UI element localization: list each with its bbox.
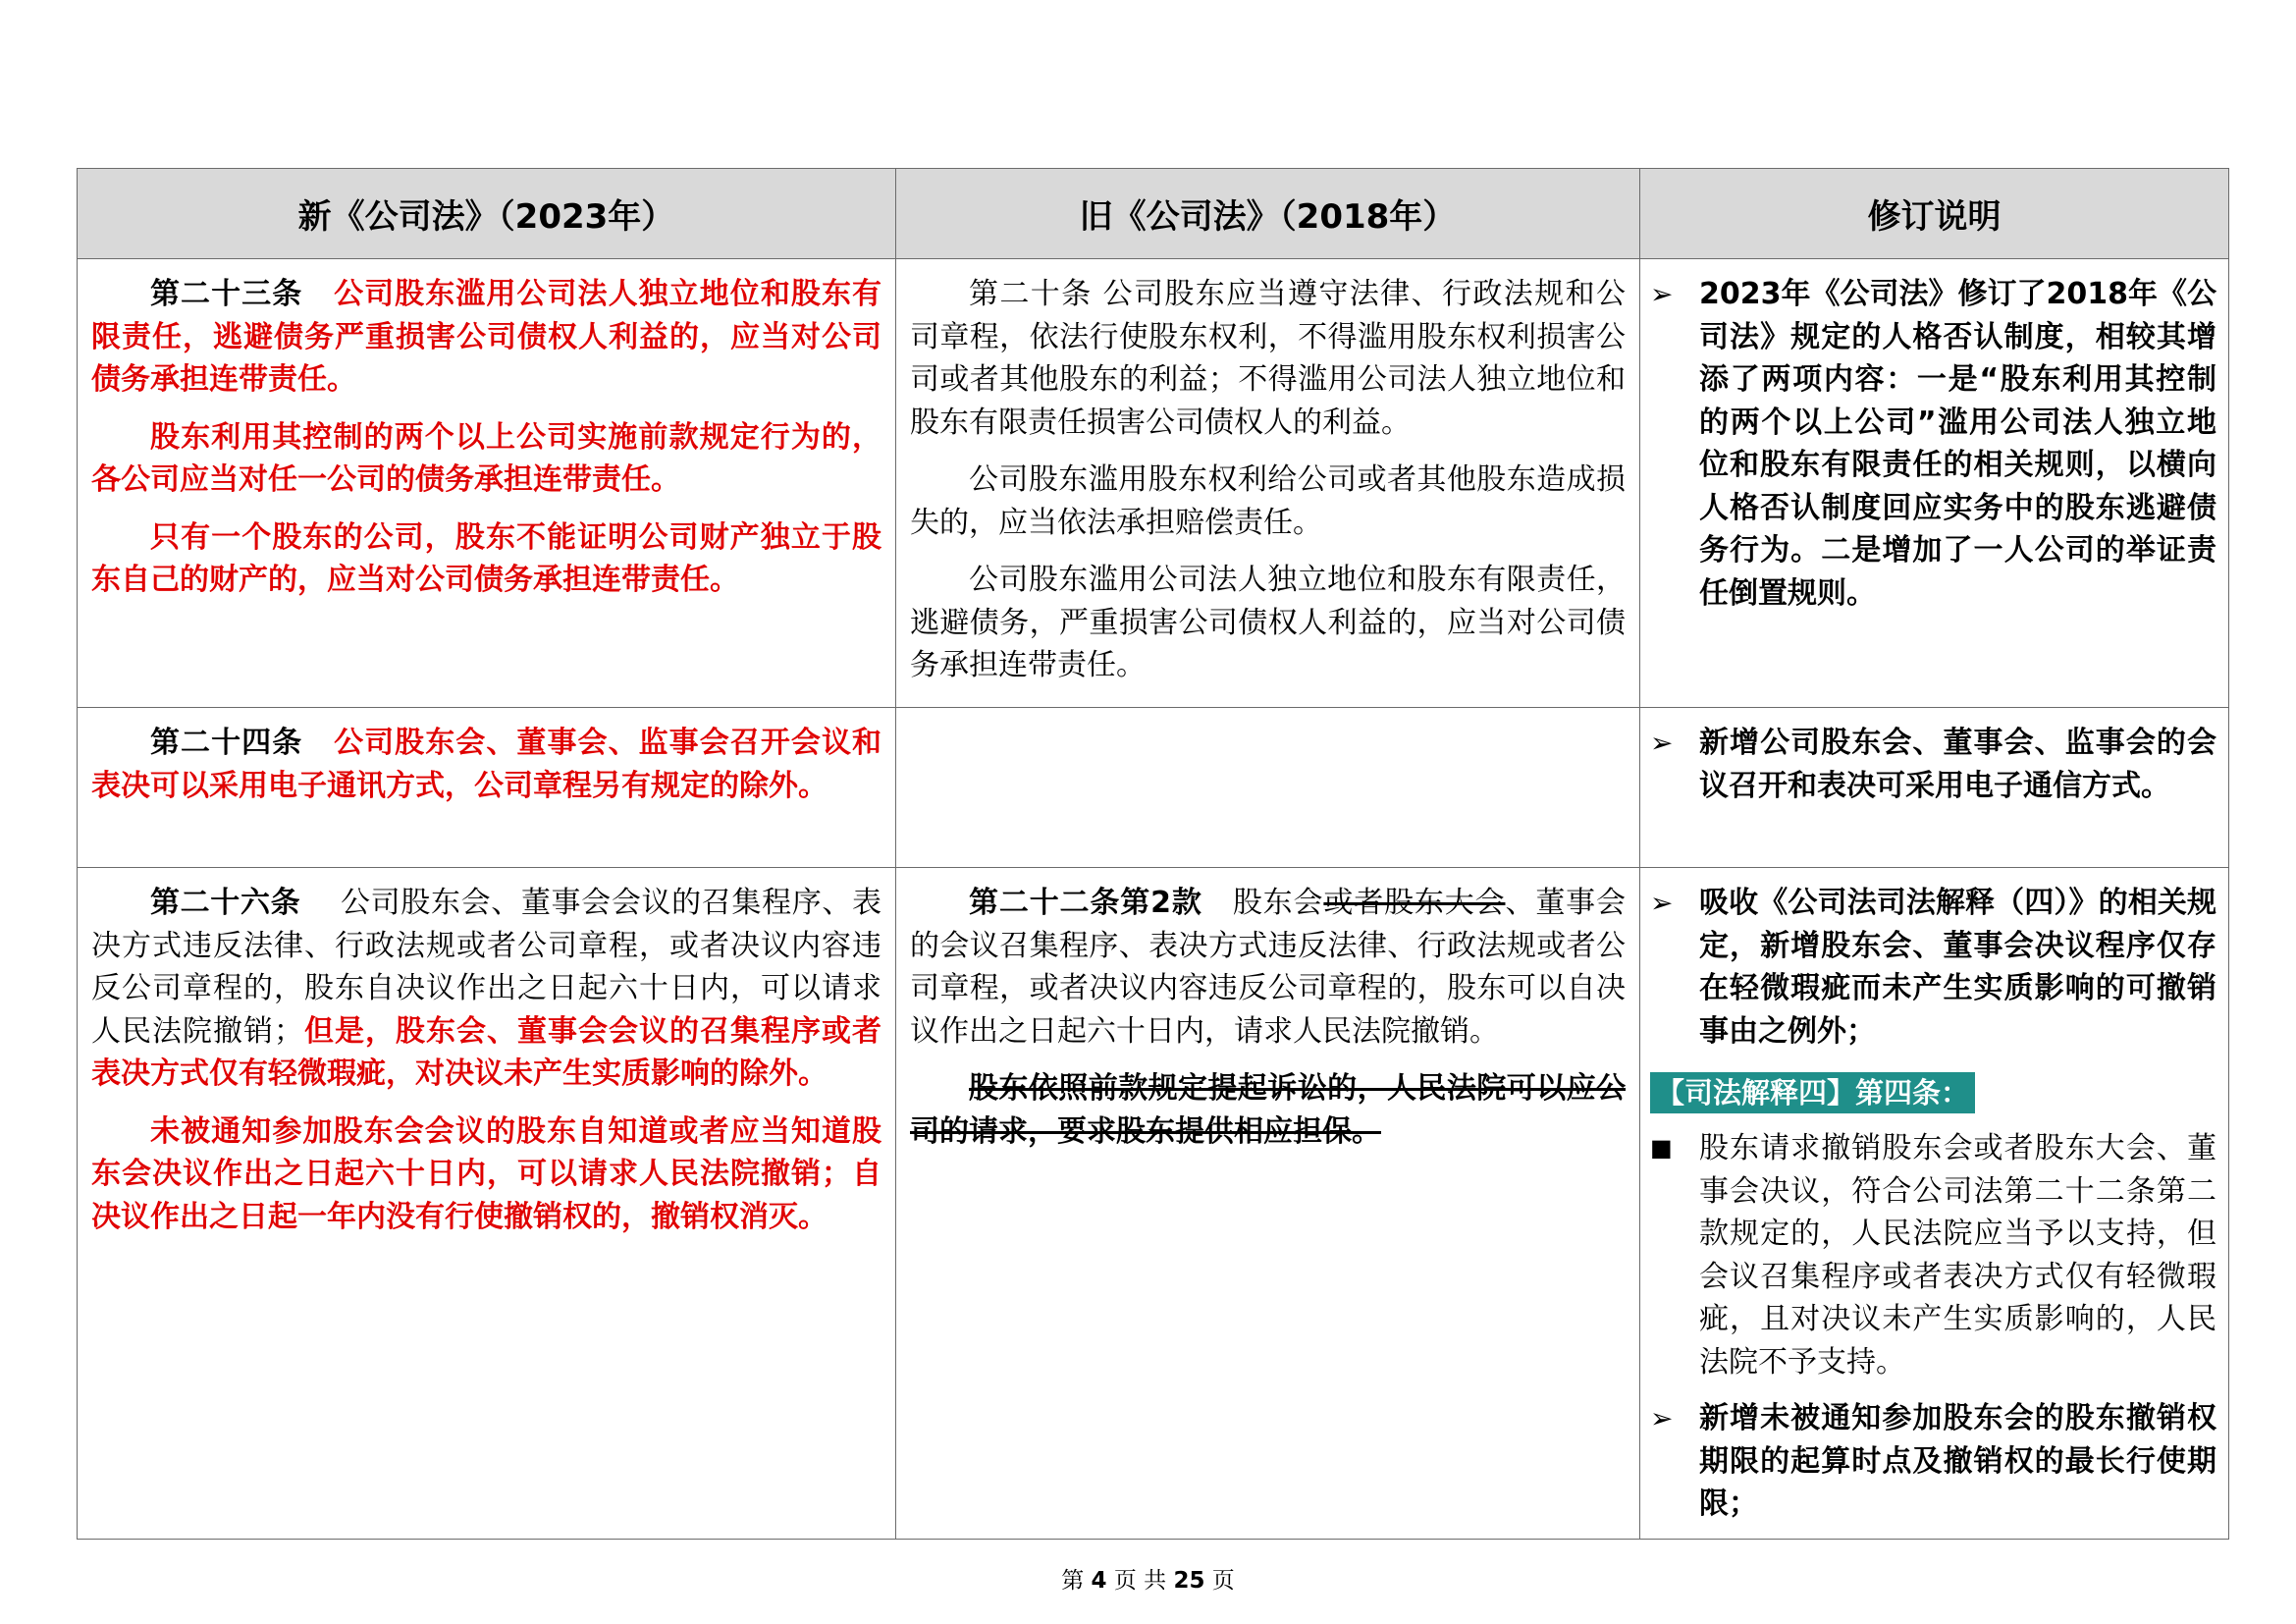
table-row bbox=[78, 868, 2229, 1540]
arrow-bullet-icon: ➢ bbox=[1650, 278, 1674, 310]
header-old-law: 旧《公司法》（2018年） bbox=[896, 169, 1640, 259]
new-law-paragraph: 第二十三条 公司股东滥用公司法人独立地位和股东有限责任，逃避债务严重损害公司债权人利益的，应当对公司债务承担连带责任。 bbox=[91, 277, 882, 397]
revision-cell bbox=[1640, 868, 2229, 1540]
revision-cell bbox=[1640, 708, 2229, 868]
header-revision-notes: 修订说明 bbox=[1640, 169, 2229, 259]
old-law-paragraph: 公司股东滥用公司法人独立地位和股东有限责任，逃避债务，严重损害公司债权人利益的，应当对公司债务承担连带责任。 bbox=[910, 563, 1626, 682]
new-law-cell bbox=[78, 259, 896, 708]
old-law-cell bbox=[896, 868, 1640, 1540]
revision-cell bbox=[1640, 259, 2229, 708]
old-law-paragraph: 公司股东滥用股东权利给公司或者其他股东造成损失的，应当依法承担赔偿责任。 bbox=[910, 462, 1626, 540]
list-item: ➢ 吸收《公司法司法解释（四）》的相关规定，新增股东会、董事会决议程序仅存在轻微瑕疵而未产生实质影响的可撤销事由之例外； bbox=[1650, 882, 2216, 1053]
header-new-law: 新《公司法》（2023年） bbox=[78, 169, 896, 259]
list-item: ■ 股东请求撤销股东会或者股东大会、董事会决议，符合公司法第二十二条第二款规定的，人民法院应当予以支持，但会议召集程序或者表决方式仅有轻微瑕疵，且对决议未产生实质影响的，人民法院不予支持。 bbox=[1650, 1127, 2216, 1383]
square-bullet-icon: ■ bbox=[1650, 1134, 1673, 1162]
new-law-paragraph: 股东利用其控制的两个以上公司实施前款规定行为的，各公司应当对任一公司的债务承担连带责任。 bbox=[91, 419, 881, 497]
judicial-interpretation-label: 【司法解释四】第四条： bbox=[1650, 1066, 2216, 1127]
article-number: 第二十六条 bbox=[150, 886, 301, 920]
article-number: 第二十三条 bbox=[150, 277, 303, 311]
new-law-cell bbox=[78, 708, 896, 868]
article-number: 第二十四条 bbox=[150, 726, 303, 760]
deleted-paragraph: 股东依照前款规定提起诉讼的，人民法院可以应公司的请求，要求股东提供相应担保。 bbox=[910, 1071, 1626, 1149]
old-law-paragraph: 第二十条 公司股东应当遵守法律、行政法规和公司章程，依法行使股东权利，不得滥用股东权利损害公司或者其他股东的利益；不得滥用公司法人独立地位和股东有限责任损害公司债权人的利益。 bbox=[910, 277, 1626, 440]
new-law-paragraph: 第二十六条 公司股东会、董事会会议的召集程序、表决方式违反法律、行政法规或者公司章程，或者决议内容违反公司章程的，股东自决议作出之日起六十日内，可以请求人民法院撤销；但是，股东会、董事会会议的召集程序或者表决方式仅有轻微瑕疵，对决议未产生实质影响的除外。 bbox=[91, 886, 882, 1091]
old-law-cell bbox=[896, 259, 1640, 708]
total-page-count: 25 bbox=[1173, 1568, 1205, 1594]
list-item: ➢ 2023年《公司法》修订了2018年《公司法》规定的人格否认制度，相较其增添了两项内容：一是“股东利用其控制的两个以上公司”滥用公司法人独立地位和股东有限责任的相关规则，以横向人格否认制度回应实务中的股东逃避债务行为。二是增加了一人公司的举证责任倒置规则。 bbox=[1650, 273, 2216, 615]
article-number: 第二十二条第2款 bbox=[969, 886, 1202, 920]
deleted-text: 或者股东大会 bbox=[1323, 886, 1506, 920]
page-footer: 第 4 页 共 25 页 bbox=[1061, 1568, 1235, 1594]
old-law-paragraph: 第二十二条第2款 股东会或者股东大会、董事会的会议召集程序、表决方式违反法律、行政法规或者公司章程，或者决议内容违反公司章程的，股东可以自决议作出之日起六十日内，请求人民法院撤销。 bbox=[910, 886, 1627, 1049]
list-item: ➢ 新增未被通知参加股东会的股东撤销权期限的起算时点及撤销权的最长行使期限； bbox=[1650, 1397, 2216, 1526]
new-law-cell bbox=[78, 868, 896, 1540]
arrow-bullet-icon: ➢ bbox=[1650, 1402, 1674, 1435]
new-law-paragraph: 只有一个股东的公司，股东不能证明公司财产独立于股东自己的财产的，应当对公司债务承担连带责任。 bbox=[91, 519, 881, 597]
arrow-bullet-icon: ➢ bbox=[1650, 887, 1674, 919]
table-row bbox=[78, 708, 2229, 868]
law-comparison-table bbox=[77, 168, 2229, 1540]
current-page-number: 4 bbox=[1091, 1568, 1107, 1594]
table-header-row bbox=[78, 169, 2229, 259]
list-item: ➢ 新增公司股东会、董事会、监事会的会议召开和表决可采用电子通信方式。 bbox=[1650, 722, 2216, 807]
table-row bbox=[78, 259, 2229, 708]
old-law-cell bbox=[896, 708, 1640, 868]
new-law-paragraph: 第二十四条 公司股东会、董事会、监事会召开会议和表决可以采用电子通讯方式，公司章程另有规定的除外。 bbox=[91, 726, 882, 803]
comparison-table-container bbox=[77, 168, 2228, 1540]
new-law-paragraph: 未被通知参加股东会会议的股东自知道或者应当知道股东会决议作出之日起六十日内，可以请求人民法院撤销；自决议作出之日起一年内没有行使撤销权的，撤销权消灭。 bbox=[91, 1113, 881, 1234]
arrow-bullet-icon: ➢ bbox=[1650, 727, 1674, 759]
